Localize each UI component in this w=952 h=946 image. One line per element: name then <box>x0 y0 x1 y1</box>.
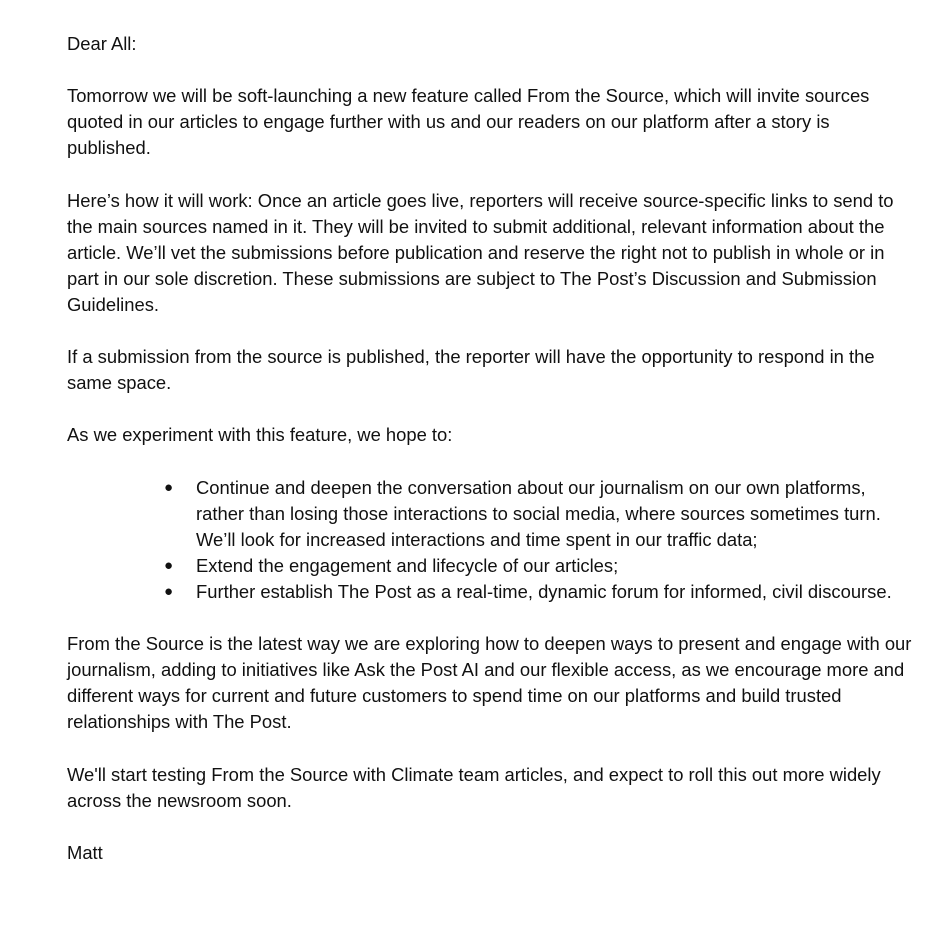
letter-document <box>67 31 912 866</box>
list-item <box>164 553 912 579</box>
bullet-icon: ● <box>164 478 174 496</box>
list-item <box>164 579 912 605</box>
goals-list <box>67 475 912 605</box>
paragraph-testing: We'll start testing From the Source with Climate team articles, and expect to roll this out more widely across the newsroom soon. <box>67 763 881 811</box>
list-item-text: Extend the engagement and lifecycle of our articles; <box>196 554 619 576</box>
list-item-text: Further establish The Post as a real-time, dynamic forum for informed, civil discourse. <box>196 580 892 602</box>
bullet-icon: ● <box>164 582 174 600</box>
paragraph-initiatives: From the Source is the latest way we are exploring how to deepen ways to present and engage with our journalism, adding to initiatives like Ask the Post AI and our flexible access, as we encourage more and different ways for current and future customers to spend time on our platforms and build trusted relationships with The Post. <box>67 633 912 733</box>
list-item <box>164 475 912 553</box>
list-item-text: Continue and deepen the conversation about our journalism on our own platforms, rather than losing those interactions to social media, where sources sometimes turn. We’ll look for increased interactions and time spent in our traffic data; <box>196 476 881 550</box>
paragraph-goals-intro: As we experiment with this feature, we hope to: <box>67 424 453 446</box>
paragraph-how-it-works: Here’s how it will work: Once an article goes live, reporters will receive source-specific links to send to the main sources named in it. They will be invited to submit additional, relevant information about the article. We’ll vet the submissions before publication and reserve the right not to publish in whole or in part in our sole discretion. These submissions are subject to The Post’s Discussion and Submission Guidelines. <box>67 189 894 315</box>
paragraph-announcement: Tomorrow we will be soft-launching a new feature called From the Source, which will invite sources quoted in our articles to engage further with us and our readers on our platform after a story is published. <box>67 85 870 159</box>
signature: Matt <box>67 841 103 863</box>
paragraph-reporter-response: If a submission from the source is published, the reporter will have the opportunity to respond in the same space. <box>67 346 875 394</box>
bullet-icon: ● <box>164 556 174 574</box>
greeting: Dear All: <box>67 33 137 54</box>
